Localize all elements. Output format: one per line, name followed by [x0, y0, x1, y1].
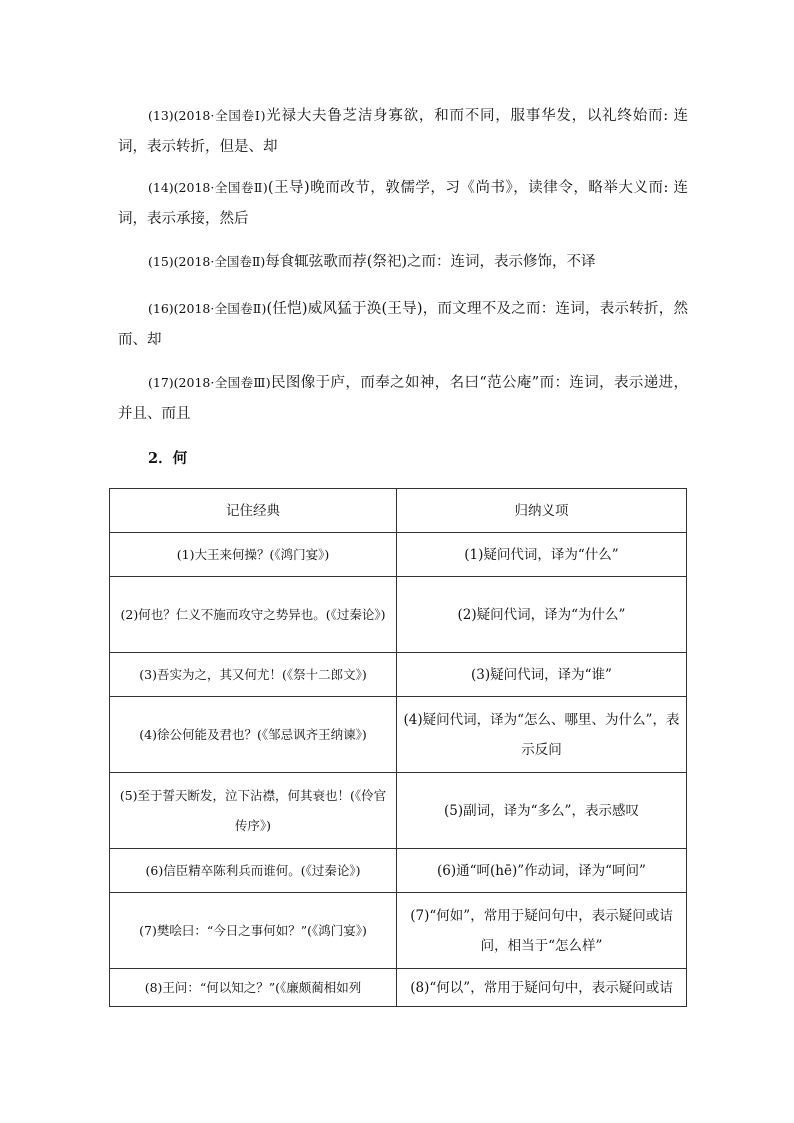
table-row — [110, 773, 687, 849]
example-cell: (7)樊哙曰：“今日之事何如？”(《鸿门宴》) — [110, 893, 397, 969]
meaning-cell: (3)疑问代词，译为“谁” — [397, 653, 687, 697]
paragraph-source: (17)(2018·全国卷Ⅲ) — [148, 375, 271, 390]
table-row — [110, 653, 687, 697]
meaning-cell: (6)通“呵(hē)”作动词，译为“呵问” — [397, 849, 687, 893]
table-header-cell: 归纳义项 — [397, 489, 687, 533]
paragraph-text: (王导)晚而改节，敦儒学，习《尚书》，读律令，略举大义而: 连词，表示承接，然后 — [118, 180, 688, 227]
example-cell: (1)大王来何操？(《鸿门宴》) — [110, 533, 397, 577]
example-cell: (5)至于誓天断发，泣下沾襟，何其衰也！(《伶官传序》) — [110, 773, 397, 849]
section-heading: 2．何 — [148, 450, 188, 467]
vocab-table — [109, 488, 687, 1007]
paragraph-16 — [118, 293, 688, 356]
paragraph-text: 光禄大夫鲁芝洁身寡欲，和而不同，服事华发，以礼终始而: 连词，表示转折，但是、却 — [118, 108, 688, 155]
paragraph-source: (13)(2018·全国卷Ⅰ) — [148, 108, 266, 123]
table-row — [110, 893, 687, 969]
paragraph-14 — [118, 172, 688, 235]
paragraph-source: (15)(2018·全国卷Ⅱ) — [148, 254, 266, 269]
paragraph-text: 民图像于庐，而奉之如神，名曰“范公庵”而：连词，表示递进，并且、而且 — [118, 375, 688, 422]
meaning-cell: (7)“何如”，常用于疑问句中，表示疑问或诘问，相当于“怎么样” — [397, 893, 687, 969]
example-cell: (4)徐公何能及君也？(《邹忌讽齐王纳谏》) — [110, 697, 397, 773]
paragraph-15 — [118, 246, 688, 278]
meaning-cell: (1)疑问代词，译为“什么” — [397, 533, 687, 577]
example-cell: (6)信臣精卒陈利兵而谁何。(《过秦论》) — [110, 849, 397, 893]
meaning-cell: (4)疑问代词，译为“怎么、哪里、为什么”，表示反问 — [397, 697, 687, 773]
meaning-cell: (2)疑问代词，译为“为什么” — [397, 577, 687, 653]
paragraph-text: (任恺)威风猛于涣(王导)，而文理不及之而：连词，表示转折，然而、却 — [118, 301, 688, 348]
table-row — [110, 849, 687, 893]
paragraph-source: (16)(2018·全国卷Ⅱ) — [148, 301, 267, 316]
paragraph-source: (14)(2018·全国卷Ⅱ) — [148, 180, 268, 195]
paragraph-text: 每食辄弦歌而荐(祭祀)之而：连词，表示修饰，不译 — [265, 254, 596, 270]
paragraph-17 — [118, 367, 688, 430]
table-row — [110, 697, 687, 773]
paragraph-13 — [118, 100, 688, 163]
table-header-cell: 记住经典 — [110, 489, 397, 533]
table-row — [110, 533, 687, 577]
table-row — [110, 969, 687, 1007]
table-header-row — [110, 489, 687, 533]
example-cell: (8)王问：“何以知之？”(《廉颇蔺相如列 — [110, 969, 397, 1007]
meaning-cell: (5)副词，译为“多么”，表示感叹 — [397, 773, 687, 849]
meaning-cell: (8)“何以”，常用于疑问句中，表示疑问或诘 — [397, 969, 687, 1007]
table-row — [110, 577, 687, 653]
example-cell: (2)何也？仁义不施而攻守之势异也。(《过秦论》) — [110, 577, 397, 653]
example-cell: (3)吾实为之，其又何尤！(《祭十二郎文》) — [110, 653, 397, 697]
